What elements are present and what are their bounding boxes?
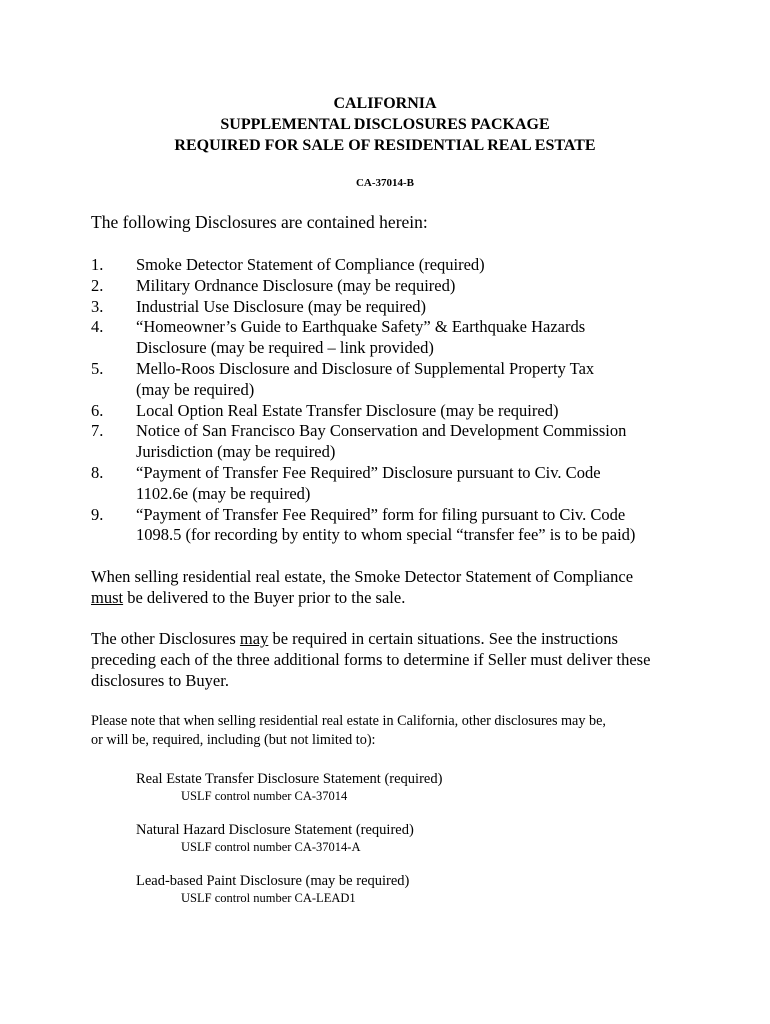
list-item-number: 1. [91, 255, 104, 274]
other-disclosure-item [136, 821, 696, 855]
list-item-text: Military Ordnance Disclosure (may be required) [136, 275, 456, 295]
list-item-text-continued: 1098.5 (for recording by entity to whom special “transfer fee” is to be paid) [136, 525, 636, 545]
title-line-package: SUPPLEMENTAL DISCLOSURES PACKAGE [220, 116, 550, 133]
disclosure-list [91, 255, 711, 546]
list-item-text: Industrial Use Disclosure (may be required) [136, 296, 427, 316]
list-item [91, 421, 711, 463]
list-item-number: 3. [91, 296, 104, 316]
paragraph-line: preceding each of the three additional forms to determine if Seller must deliver these [91, 649, 651, 669]
list-item [91, 317, 711, 359]
list-item-text: Notice of San Francisco Bay Conservation and Development Commission [136, 421, 627, 441]
paragraph-line-start: The other Disclosures [91, 629, 240, 648]
note-line: or will be, required, including (but not limited to): [91, 732, 376, 748]
list-item-text: Smoke Detector Statement of Compliance (required) [136, 255, 485, 274]
control-number: USLF control number CA-37014-A [181, 840, 361, 854]
paragraph-line-rest: be required in certain situations. See the instructions [268, 629, 618, 648]
list-item-text-continued: Jurisdiction (may be required) [136, 442, 336, 462]
list-item-text-continued: 1102.6e (may be required) [136, 483, 311, 503]
other-disclosure-name: Natural Hazard Disclosure Statement (required) [136, 822, 414, 838]
list-item [91, 297, 711, 318]
other-disclosures-list [136, 770, 696, 923]
smoke-detector-paragraph [91, 567, 701, 609]
list-item [91, 401, 711, 422]
paragraph-line-rest: be delivered to the Buyer prior to the sale. [123, 587, 406, 607]
list-item-number: 6. [91, 400, 104, 420]
list-item-number: 5. [91, 358, 104, 378]
other-disclosure-item [136, 872, 696, 906]
title-line-state: CALIFORNIA [333, 95, 437, 112]
list-item-text: “Payment of Transfer Fee Required” Disclosure pursuant to Civ. Code [136, 462, 601, 482]
other-disclosure-name: Lead-based Paint Disclosure (may be required) [136, 873, 410, 889]
note-paragraph [91, 712, 701, 750]
list-item-number: 4. [91, 317, 104, 337]
list-item [91, 463, 711, 505]
emphasis-must: must [91, 587, 124, 607]
list-item-text: Local Option Real Estate Transfer Disclosure (may be required) [136, 400, 559, 420]
title-line-required: REQUIRED FOR SALE OF RESIDENTIAL REAL ESTATE [174, 137, 596, 154]
other-disclosure-item [136, 770, 696, 804]
list-item [91, 276, 711, 297]
list-item-text: “Payment of Transfer Fee Required” form for filing pursuant to Civ. Code [136, 504, 626, 524]
list-item-number: 9. [91, 504, 104, 524]
intro-text: The following Disclosures are contained herein: [91, 212, 428, 232]
other-disclosures-paragraph [91, 629, 701, 691]
document-title [0, 93, 770, 156]
form-id: CA-37014-B [355, 177, 415, 189]
list-item-text: Mello-Roos Disclosure and Disclosure of Supplemental Property Tax [136, 358, 595, 378]
list-item-text-continued: (may be required) [136, 379, 255, 399]
emphasis-may: may [239, 629, 269, 648]
list-item-text-continued: Disclosure (may be required – link provided) [136, 338, 434, 358]
paragraph-line: disclosures to Buyer. [91, 670, 229, 690]
control-number: USLF control number CA-LEAD1 [181, 891, 356, 905]
other-disclosure-name: Real Estate Transfer Disclosure Statement (required) [136, 771, 443, 787]
list-item-number: 2. [91, 275, 104, 295]
control-number: USLF control number CA-37014 [181, 789, 348, 803]
list-item [91, 359, 711, 401]
list-item-number: 8. [91, 462, 104, 482]
paragraph-line: When selling residential real estate, the Smoke Detector Statement of Compliance [91, 567, 634, 586]
list-item [91, 255, 711, 276]
list-item-number: 7. [91, 421, 104, 441]
note-line: Please note that when selling residential real estate in California, other disclosures may be, [91, 713, 606, 729]
list-item [91, 505, 711, 547]
list-item-text: “Homeowner’s Guide to Earthquake Safety” & Earthquake Hazards [136, 317, 586, 337]
